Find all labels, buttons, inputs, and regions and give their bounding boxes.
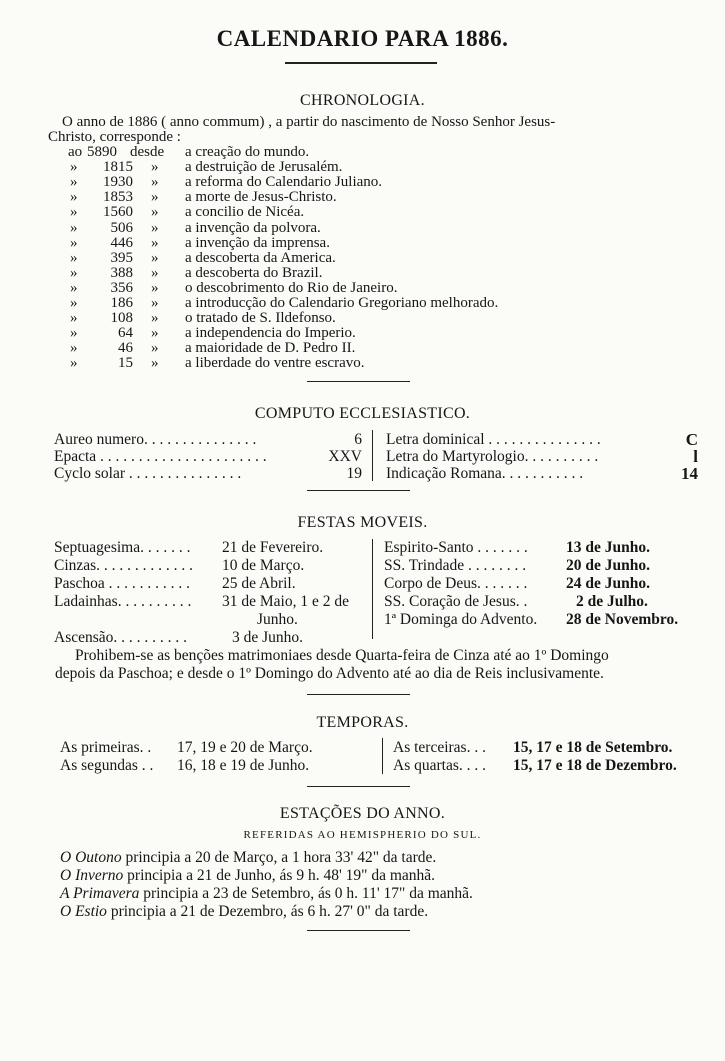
chrono-year: 15 xyxy=(118,355,133,372)
chrono-event: a independencia do Imperio. xyxy=(185,325,356,342)
chrono-year: 446 xyxy=(110,234,133,251)
season-row xyxy=(60,850,436,866)
festas-note-2: depois da Paschoa; e desde o 1º Domingo do Advento até ao dia de Reis inclusivamente. xyxy=(55,665,604,682)
computo-heading: COMPUTO ECCLESIASTICO. xyxy=(254,405,471,422)
temporas-heading: TEMPORAS. xyxy=(316,714,409,731)
chrono-year: 506 xyxy=(110,219,133,236)
festa-right-date: 28 de Novembro. xyxy=(566,611,679,628)
chrono-quote: » xyxy=(151,325,159,342)
festa-left-date: 3 de Junho. xyxy=(232,629,304,646)
chrono-quote: » xyxy=(151,310,159,327)
chrono-year: 1930 xyxy=(103,174,133,191)
festa-left-date: 21 de Fevereiro. xyxy=(222,539,324,556)
chrono-event: a descoberta da America. xyxy=(185,249,336,266)
festa-left-date: Junho. xyxy=(257,611,298,628)
chrono-year: 1853 xyxy=(103,189,133,206)
season-text: principia a 21 de Dezembro, ás 6 h. 27' 0" da tarde. xyxy=(110,903,429,920)
temporas-left-label: As primeiras. . xyxy=(60,739,152,756)
festas-note-1: Prohibem-se as benções matrimoniaes desde Quarta-feira de Cinza até ao 1º Domingo xyxy=(75,647,609,664)
chrono-event: a descoberta do Brazil. xyxy=(185,264,323,281)
festa-left-label: Cinzas. . . . . . . . . . . . . xyxy=(54,557,194,574)
chrono-event: a liberdade do ventre escravo. xyxy=(185,355,365,372)
chrono-year: 186 xyxy=(110,295,133,311)
festa-left-date: 31 de Maio, 1 e 2 de xyxy=(222,593,349,610)
season-text: principia a 20 de Março, a 1 hora 33' 42" da tarde. xyxy=(125,849,437,866)
chrono-quote: » xyxy=(70,159,78,176)
festa-left-label: Ladainhas. . . . . . . . . . xyxy=(54,593,192,610)
computo-right-label: Indicação Romana. . . . . . . . . . . xyxy=(386,465,584,482)
festa-right-label: Espirito-Santo . . . . . . . xyxy=(384,539,528,556)
computo-left-label: Aureo numero. . . . . . . . . . . . . . . xyxy=(54,431,257,448)
chrono-quote: » xyxy=(70,219,78,236)
computo-left-value: 19 xyxy=(346,465,362,482)
computo-right-value: 14 xyxy=(681,464,698,483)
festas-divider xyxy=(307,694,410,695)
festa-right-date: 20 de Junho. xyxy=(566,557,650,574)
computo-left-value: XXV xyxy=(328,448,362,465)
festa-left-label: Septuagesima. . . . . . . xyxy=(54,539,191,556)
chrono-quote: » xyxy=(151,340,159,357)
chrono-quote: » xyxy=(70,295,78,311)
chrono-event: a reforma do Calendario Juliano. xyxy=(185,174,383,191)
festa-right-label: SS. Trindade . . . . . . . . xyxy=(384,557,527,574)
chrono-quote: » xyxy=(151,234,159,251)
chrono-quote: » xyxy=(70,310,78,327)
chrono-quote: » xyxy=(70,204,78,221)
chrono-quote: » xyxy=(151,174,159,191)
season-row xyxy=(60,904,428,920)
chrono-quote: » xyxy=(70,355,78,372)
festas-heading: FESTAS MOVEIS. xyxy=(297,514,428,531)
chrono-year: 5890 xyxy=(87,144,117,160)
computo-right-label: Letra dominical . . . . . . . . . . . . . . . xyxy=(386,431,601,448)
chrono-year: 388 xyxy=(110,264,133,281)
temporas-right-label: As terceiras. . . xyxy=(393,739,486,756)
chrono-event: a creação do mundo. xyxy=(185,144,310,160)
festa-left-label: Paschoa . . . . . . . . . . . xyxy=(54,575,191,592)
chrono-quote: » xyxy=(70,249,78,266)
chrono-quote: » xyxy=(70,340,78,357)
festa-right-date: 24 de Junho. xyxy=(566,575,650,592)
chrono-quote: » xyxy=(151,279,159,296)
chrono-prefix: ao xyxy=(68,144,83,160)
chrono-quote: » xyxy=(151,264,159,281)
chrono-quote: » xyxy=(151,219,159,236)
season-row xyxy=(60,868,435,884)
temporas-right-dates: 15, 17 e 18 de Setembro. xyxy=(513,739,673,756)
temporas-left-dates: 17, 19 e 20 de Março. xyxy=(177,739,313,756)
chronology-intro-2: Christo, corresponde : xyxy=(48,129,181,145)
festa-right-date: 13 de Junho. xyxy=(566,539,650,556)
season-name: O Outono xyxy=(60,849,122,866)
estacoes-divider xyxy=(307,930,410,931)
chrono-year: 1815 xyxy=(103,159,133,176)
chronology-divider xyxy=(307,381,410,382)
chrono-year: 1560 xyxy=(103,204,133,221)
festa-right-label: 1ª Dominga do Advento. xyxy=(384,611,538,628)
page-title: CALENDARIO PARA 1886. xyxy=(216,26,509,51)
chrono-event: a invenção da imprensa. xyxy=(185,234,330,251)
chrono-quote: » xyxy=(151,159,159,176)
temporas-left-label: As segundas . . xyxy=(60,757,154,774)
season-name: O Inverno xyxy=(60,867,124,884)
chrono-event: o descobrimento do Rio de Janeiro. xyxy=(185,279,398,296)
chrono-quote: » xyxy=(70,174,78,191)
season-name: O Estio xyxy=(60,903,107,920)
chrono-desde: desde xyxy=(130,144,165,160)
chrono-quote: » xyxy=(70,325,78,342)
chrono-quote: » xyxy=(70,264,78,281)
chrono-event: a introducção do Calendario Gregoriano melhorado. xyxy=(185,295,499,311)
festa-right-date: 2 de Julho. xyxy=(576,593,648,610)
temporas-separator xyxy=(382,738,383,774)
chrono-quote: » xyxy=(70,189,78,206)
chrono-event: a concilio de Nicéa. xyxy=(185,204,305,221)
chronology-heading: CHRONOLOGIA. xyxy=(300,92,425,109)
chrono-quote: » xyxy=(70,279,78,296)
estacoes-subheading: REFERIDAS AO HEMISPHERIO DO SUL. xyxy=(243,829,482,841)
title-divider xyxy=(285,62,437,64)
chrono-quote: » xyxy=(151,295,159,311)
chrono-quote: » xyxy=(70,234,78,251)
season-row xyxy=(60,886,473,902)
chrono-quote: » xyxy=(151,189,159,206)
season-text: principia a 21 de Junho, ás 9 h. 48' 19" da manhã. xyxy=(127,867,436,884)
chrono-year: 108 xyxy=(110,310,133,327)
computo-separator xyxy=(372,430,373,481)
festa-left-date: 25 de Abril. xyxy=(222,575,296,592)
festa-left-label: Ascensão. . . . . . . . . . xyxy=(54,629,188,646)
temporas-right-label: As quartas. . . . xyxy=(393,757,486,774)
festas-separator xyxy=(372,539,373,639)
chrono-event: o tratado de S. Ildefonso. xyxy=(185,310,336,327)
chrono-year: 395 xyxy=(110,249,133,266)
chrono-event: a invenção da polvora. xyxy=(185,219,321,236)
chrono-event: a maioridade de D. Pedro II. xyxy=(185,340,356,357)
temporas-left-dates: 16, 18 e 19 de Junho. xyxy=(177,757,310,774)
chronology-intro-1: O anno de 1886 ( anno commum) , a partir do nascimento de Nosso Senhor Jesus- xyxy=(62,114,556,130)
chrono-event: a destruição de Jerusalém. xyxy=(185,159,343,176)
chrono-quote: » xyxy=(151,204,159,221)
chrono-year: 64 xyxy=(118,325,133,342)
chrono-event: a morte de Jesus-Christo. xyxy=(185,189,337,206)
festa-right-label: Corpo de Deus. . . . . . . xyxy=(384,575,528,592)
season-name: A Primavera xyxy=(60,885,140,902)
temporas-right-dates: 15, 17 e 18 de Dezembro. xyxy=(513,757,677,774)
chrono-quote: » xyxy=(151,249,159,266)
chrono-year: 46 xyxy=(118,340,133,357)
computo-right-value: C xyxy=(685,430,698,449)
computo-right-label: Letra do Martyrologio. . . . . . . . . . xyxy=(386,448,599,465)
festa-right-label: SS. Coração de Jesus. . xyxy=(384,593,528,610)
computo-left-label: Epacta . . . . . . . . . . . . . . . . . . . . . . xyxy=(54,448,267,465)
computo-divider xyxy=(307,490,410,491)
estacoes-heading: ESTAÇÕES DO ANNO. xyxy=(279,805,446,822)
computo-right-value: l xyxy=(693,447,698,466)
temporas-divider xyxy=(307,786,410,787)
computo-left-value: 6 xyxy=(354,431,362,448)
chrono-quote: » xyxy=(151,355,159,372)
season-text: principia a 23 de Setembro, ás 0 h. 11' 17" da manhã. xyxy=(143,885,473,902)
festa-left-date: 10 de Março. xyxy=(222,557,305,574)
chrono-year: 356 xyxy=(110,279,133,296)
computo-left-label: Cyclo solar . . . . . . . . . . . . . . . xyxy=(54,465,242,482)
